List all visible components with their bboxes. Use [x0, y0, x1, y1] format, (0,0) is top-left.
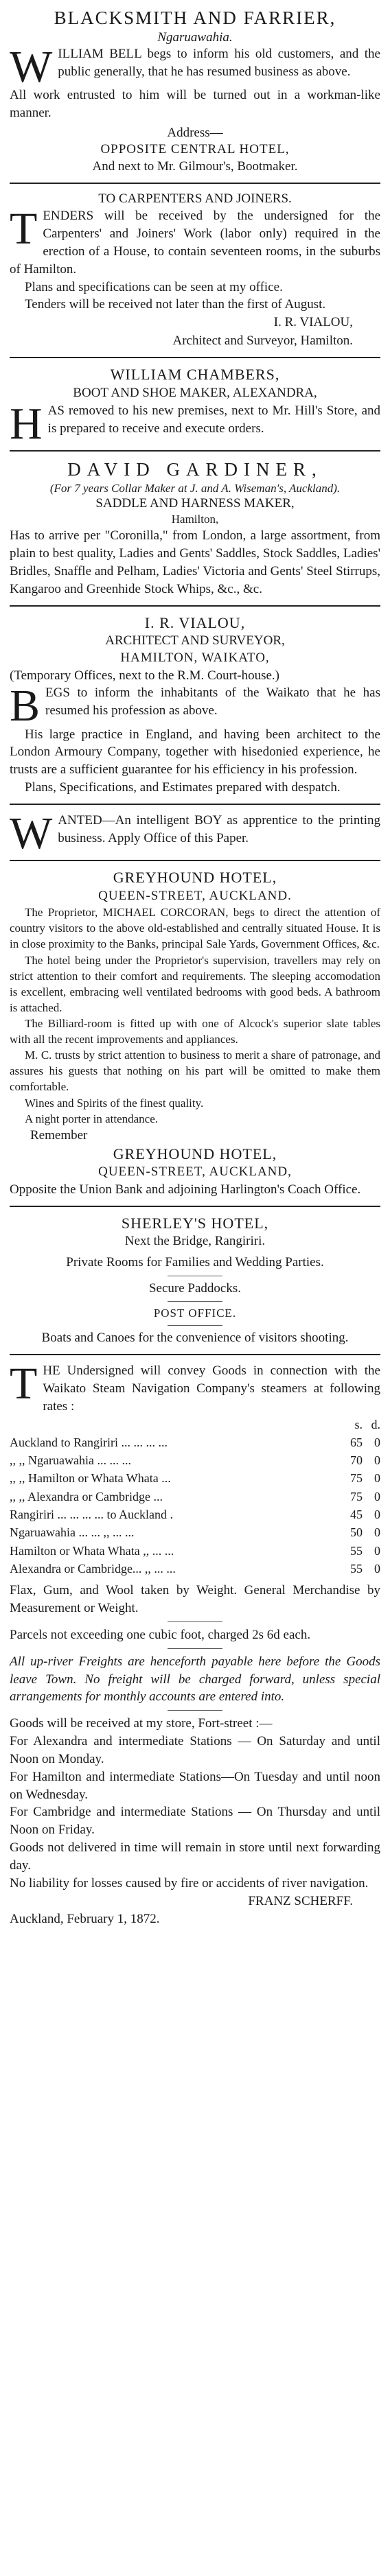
ad-body: ANTED—An intelligent BOY as apprentice to the printing business. Apply Office of this Paper. — [58, 812, 380, 845]
ad-title: SHERLEY'S HOTEL, — [121, 1214, 269, 1232]
ad-title: WILLIAM CHAMBERS, — [110, 366, 280, 384]
col-d: d. — [371, 1417, 380, 1431]
ad-body: A night porter in attendance. — [25, 1112, 159, 1125]
ad-body: The Proprietor, MICHAEL CORCORAN, begs to direct the attention of country visitors to the above old-established and centrally situated House. It is in close proximity to the Banks, principal Sale Yards, Government Offices, &c. — [10, 906, 380, 951]
ad-title: GREYHOUND HOTEL, — [113, 868, 277, 886]
ad-body: For Hamilton and intermediate Stations—On Tuesday and until noon on Wednesday. — [10, 1769, 380, 1802]
drop-cap: T — [10, 204, 38, 255]
ad-place: Hamilton, — [171, 513, 219, 526]
drop-cap: T — [10, 1359, 38, 1409]
ad-note: (For 7 years Collar Maker at J. and A. Wiseman's, Auckland). — [49, 481, 341, 495]
ad-remember: Remember — [30, 1127, 88, 1143]
ad-body: Tenders will be received not later than the first of August. — [25, 297, 326, 312]
ad-place: Ngaruawahia. — [157, 30, 233, 45]
address-line: OPPOSITE CENTRAL HOTEL, — [100, 142, 290, 157]
drop-cap: W — [10, 41, 53, 92]
table-row: Alexandra or Cambridge... ,, ... ... 55 0 — [10, 1561, 380, 1576]
ad-body: The Billiard-room is fitted up with one of Alcock's superior slate tables with all the recent improvements and appliances. — [10, 1016, 380, 1046]
ad-body: The hotel being under the Proprietor's supervision, travellers may rely on strict attention to their comfort and requirements. The sleeping accomodation is excellent, embracing well ventilated bedrooms with good beds. A bathroom is attached. — [10, 953, 380, 1014]
signature-title: Architect and Surveyor, Hamilton. — [172, 333, 353, 348]
ad-blacksmith — [10, 0, 380, 184]
ad-subtitle: ARCHITECT AND SURVEYOR, — [105, 633, 285, 648]
ad-body: Has to arrive per "Coronilla," from London, a large assortment, from plain to best quality, Ladies and Gents' Saddles, Stock Saddles, Ladies' Bridles, Snaffle and Pelham, Ladies' Victoria and Gents' Steel Stirrups, Kangaroo and Greenhide Stock Whips, &c., &c. — [10, 528, 380, 596]
signature: FRANZ SCHERFF. — [248, 1893, 353, 1908]
ad-scherff — [10, 1355, 380, 1935]
dateline: Auckland, February 1, 1872. — [10, 1912, 160, 1927]
ad-line: POST OFFICE. — [153, 1307, 237, 1320]
ad-title: I. R. VIALOU, — [144, 613, 246, 631]
ad-body: Wines and Spirits of the finest quality. — [25, 1096, 204, 1110]
ad-body: ILLIAM BELL begs to inform his old customers, and the public generally, that he has resumed business as above. — [58, 46, 380, 79]
ad-title: GREYHOUND HOTEL, — [113, 1145, 277, 1162]
ad-line: Private Rooms for Families and Wedding Parties. — [66, 1254, 324, 1269]
col-s: s. — [354, 1417, 363, 1431]
ad-body: Flax, Gum, and Wool taken by Weight. General Merchandise by Measurement or Weight. — [10, 1583, 380, 1616]
ad-body: His large practice in England, and having been architect to the London Armoury Company, together with hisedonied experience, he trusts are a sufficient guarantee for his efficiency in his profession. — [10, 727, 380, 777]
address-label: Address— — [167, 125, 223, 140]
ad-body: Plans, Specifications, and Estimates prepared with despatch. — [25, 780, 341, 795]
rates-table — [10, 1416, 380, 1578]
ad-title: BLACKSMITH AND FARRIER, — [54, 8, 336, 28]
table-row: Hamilton or Whata Whata ,, ... ... 55 0 — [10, 1543, 380, 1558]
ad-title: TO CARPENTERS AND JOINERS. — [98, 191, 292, 206]
ad-subtitle: BOOT AND SHOE MAKER, ALEXANDRA, — [73, 386, 317, 400]
signature: I. R. VIALOU, — [273, 315, 353, 330]
rates-header — [10, 1416, 380, 1433]
ad-body: M. C. trusts by strict attention to business to merit a share of patronage, and assures his guests that nothing on his part will be omitted to make them comfortable. — [10, 1049, 380, 1094]
ad-body: Plans and specifications can be seen at my office. — [25, 279, 283, 294]
ad-body: Goods not delivered in time will remain in store until next forwarding day. — [10, 1840, 380, 1873]
ad-subtitle: SADDLE AND HARNESS MAKER, — [95, 495, 295, 511]
ad-body: ENDERS will be received by the undersigned for the Carpenters' and Joiners' Work (labor only) required in the erection of a House, to contain seventeen rooms, in the suburbs of Hamilton. — [10, 209, 380, 277]
drop-cap: W — [10, 808, 53, 858]
address-line: And next to Mr. Gilmour's, Bootmaker. — [92, 159, 298, 174]
ad-title: DAVID GARDINER, — [67, 458, 323, 480]
table-row: Rangiriri ... ... ... ... to Auckland . 45 0 — [10, 1508, 380, 1522]
ad-body: For Alexandra and intermediate Stations — On Saturday and until Noon on Monday. — [10, 1734, 380, 1766]
ad-wanted — [10, 805, 380, 861]
table-row: ,, ,, Ngaruawahia ... ... ... 70 0 — [10, 1453, 380, 1468]
ad-body: All up-river Freights are henceforth payable here before the Goods leave Town. No freight will be charged forward, unless special arrangements for monthly accounts are entered into. — [10, 1654, 380, 1705]
ad-note: (Temporary Offices, next to the R.M. Court-house.) — [10, 668, 280, 683]
divider — [168, 1710, 222, 1711]
ad-subtitle: Next the Bridge, Rangiriri. — [124, 1234, 266, 1249]
table-row: Auckland to Rangiriri ... ... ... ... 65 0 — [10, 1435, 380, 1449]
ad-body: AS removed to his new premises, next to Mr. Hill's Store, and is prepared to receive and execute orders. — [47, 403, 380, 436]
ad-body: For Cambridge and intermediate Stations — On Thursday and until Noon on Friday. — [10, 1805, 380, 1838]
table-row: ,, ,, Alexandra or Cambridge ... 75 0 — [10, 1489, 380, 1503]
ad-subtitle: QUEEN-STREET, AUCKLAND, — [98, 1164, 292, 1180]
ad-place: HAMILTON, WAIKATO, — [120, 650, 270, 665]
divider — [168, 1621, 222, 1622]
ad-chambers — [10, 358, 380, 451]
divider — [168, 1325, 222, 1326]
ad-body: All work entrusted to him will be turned out in a workman-like manner. — [10, 87, 380, 120]
ad-body: Parcels not exceeding one cubic foot, charged 2s 6d each. — [10, 1627, 311, 1642]
ad-body: EGS to inform the inhabitants of the Waikato that he has resumed his profession as above. — [45, 686, 380, 718]
ad-greyhound — [10, 861, 380, 1207]
ad-line: Secure Paddocks. — [148, 1280, 242, 1296]
ad-body: Goods will be received at my store, Fort-street :— — [10, 1716, 273, 1731]
ad-body: No liability for losses caused by fire or accidents of river navigation. — [10, 1875, 369, 1890]
divider — [168, 1301, 222, 1302]
ad-vialou — [10, 607, 380, 805]
ad-footer: Opposite the Union Bank and adjoining Harlington's Coach Office. — [10, 1182, 361, 1197]
ad-body: HE Undersigned will convey Goods in connection with the Waikato Steam Navigation Company's steamers at following rates : — [43, 1363, 380, 1414]
divider — [168, 1648, 222, 1649]
ad-gardiner — [10, 452, 380, 607]
table-row: ,, ,, Hamilton or Whata Whata ... 75 0 — [10, 1471, 380, 1486]
ad-subtitle: QUEEN-STREET, AUCKLAND. — [98, 888, 292, 903]
drop-cap: B — [10, 681, 41, 731]
ad-sherley — [10, 1207, 380, 1355]
table-row: Ngaruawahia ... ... ,, ... ... 50 0 — [10, 1525, 380, 1540]
ad-line: Boats and Canoes for the convenience of visitors shooting. — [41, 1331, 349, 1346]
drop-cap: H — [10, 398, 43, 449]
ad-tenders — [10, 184, 380, 359]
